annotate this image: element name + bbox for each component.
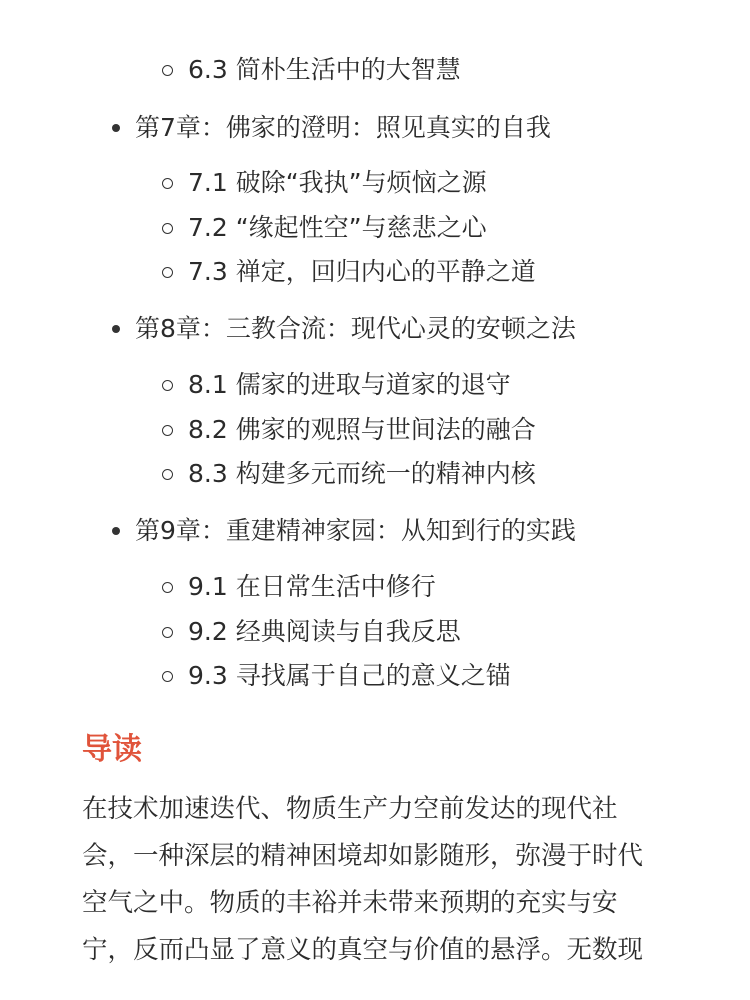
toc-subitem[interactable] bbox=[162, 210, 487, 246]
intro-line: 宁，反而凸显了意义的真空与价值的悬浮。无数现 bbox=[82, 935, 644, 965]
toc-subitem-label: 8.2 佛家的观照与世间法的融合 bbox=[188, 415, 536, 444]
toc-chapter-label: 第9章：重建精神家园：从知到行的实践 bbox=[135, 516, 576, 545]
toc-subitem-label: 7.3 禅定，回归内心的平静之道 bbox=[188, 257, 536, 286]
toc-subitem-label: 6.3 简朴生活中的大智慧 bbox=[188, 55, 461, 84]
hollow-bullet-icon bbox=[162, 671, 173, 682]
toc-subitem-label: 7.2 “缘起性空”与慈悲之心 bbox=[188, 213, 487, 242]
toc-chapter-label: 第7章：佛家的澄明：照见真实的自我 bbox=[135, 113, 551, 142]
toc-subitem[interactable] bbox=[162, 614, 461, 650]
toc-subitem-label: 9.1 在日常生活中修行 bbox=[188, 572, 436, 601]
intro-paragraph bbox=[82, 786, 672, 974]
filled-bullet-icon bbox=[112, 527, 120, 535]
toc-subitem-label: 9.2 经典阅读与自我反思 bbox=[188, 617, 461, 646]
hollow-bullet-icon bbox=[162, 469, 173, 480]
hollow-bullet-icon bbox=[162, 178, 173, 189]
hollow-bullet-icon bbox=[162, 380, 173, 391]
toc-subitem-label: 9.3 寻找属于自己的意义之锚 bbox=[188, 661, 511, 690]
intro-line: 会，一种深层的精神困境却如影随形，弥漫于时代 bbox=[82, 841, 644, 871]
toc-chapter[interactable] bbox=[112, 110, 551, 146]
toc-subitem-label: 8.1 儒家的进取与道家的退守 bbox=[188, 370, 511, 399]
hollow-bullet-icon bbox=[162, 267, 173, 278]
hollow-bullet-icon bbox=[162, 65, 173, 76]
hollow-bullet-icon bbox=[162, 582, 173, 593]
toc-chapter-label: 第8章：三教合流：现代心灵的安顿之法 bbox=[135, 314, 576, 343]
toc-subitem[interactable] bbox=[162, 165, 487, 201]
intro-line: 在技术加速迭代、物质生产力空前发达的现代社 bbox=[82, 794, 618, 824]
toc-subitem[interactable] bbox=[162, 52, 461, 88]
toc-subitem[interactable] bbox=[162, 367, 511, 403]
filled-bullet-icon bbox=[112, 124, 120, 132]
hollow-bullet-icon bbox=[162, 425, 173, 436]
toc-subitem[interactable] bbox=[162, 456, 536, 492]
intro-line: 空气之中。物质的丰裕并未带来预期的充实与安 bbox=[82, 888, 618, 918]
toc-chapter[interactable] bbox=[112, 513, 576, 549]
toc-subitem[interactable] bbox=[162, 412, 536, 448]
toc-subitem[interactable] bbox=[162, 658, 511, 694]
filled-bullet-icon bbox=[112, 325, 120, 333]
hollow-bullet-icon bbox=[162, 223, 173, 234]
hollow-bullet-icon bbox=[162, 627, 173, 638]
toc-chapter[interactable] bbox=[112, 311, 576, 347]
section-heading: 导读 bbox=[82, 732, 142, 767]
toc-subitem[interactable] bbox=[162, 254, 536, 290]
toc-subitem-label: 7.1 破除“我执”与烦恼之源 bbox=[188, 168, 487, 197]
toc-subitem-label: 8.3 构建多元而统一的精神内核 bbox=[188, 459, 536, 488]
toc-subitem[interactable] bbox=[162, 569, 436, 605]
